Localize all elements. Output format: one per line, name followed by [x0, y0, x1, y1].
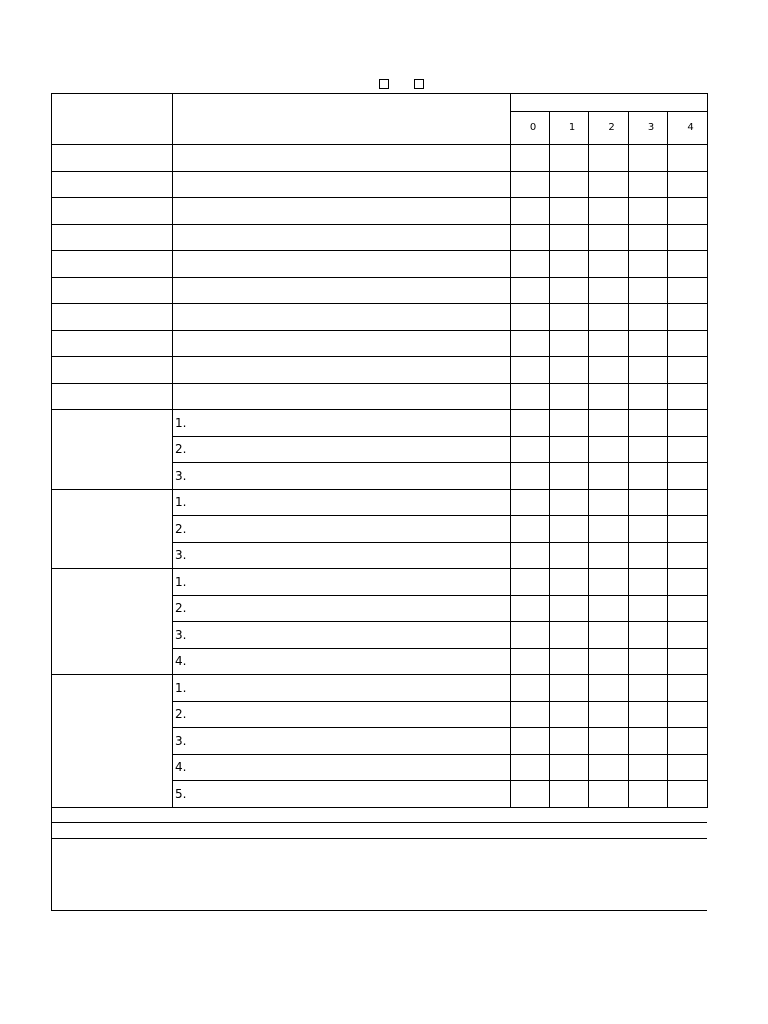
score-cell[interactable] — [589, 781, 629, 808]
row-description — [173, 304, 511, 331]
score-level-number: 1 — [568, 122, 576, 133]
score-cell[interactable] — [511, 277, 550, 304]
row-description — [173, 198, 511, 225]
score-cell[interactable] — [511, 304, 550, 331]
score-cell[interactable] — [550, 463, 589, 490]
score-cell[interactable] — [589, 675, 629, 702]
score-cell[interactable] — [511, 728, 550, 755]
group-item: 1. — [173, 569, 511, 596]
score-cell[interactable] — [511, 754, 550, 781]
table-row — [52, 410, 708, 437]
score-cell[interactable] — [550, 516, 589, 543]
score-cell[interactable] — [589, 304, 629, 331]
score-cell[interactable] — [511, 489, 550, 516]
row-category — [52, 330, 173, 357]
evaluation-table — [51, 93, 708, 808]
row-category — [52, 383, 173, 410]
table-row — [52, 304, 708, 331]
score-cell[interactable] — [629, 436, 668, 463]
score-cell[interactable] — [668, 410, 708, 437]
group-item: 5. — [173, 781, 511, 808]
group-item: 1. — [173, 489, 511, 516]
score-cell[interactable] — [589, 330, 629, 357]
score-cell[interactable] — [668, 436, 708, 463]
score-cell[interactable] — [550, 251, 589, 278]
group-item: 3. — [173, 542, 511, 569]
score-cell[interactable] — [589, 622, 629, 649]
score-cell[interactable] — [511, 357, 550, 384]
group-item: 1. — [173, 410, 511, 437]
score-cell[interactable] — [668, 516, 708, 543]
score-cell[interactable] — [550, 569, 589, 596]
score-cell[interactable] — [668, 489, 708, 516]
group-category — [52, 489, 173, 569]
table-row — [52, 277, 708, 304]
score-cell[interactable] — [629, 198, 668, 225]
group-item: 3. — [173, 728, 511, 755]
score-cell[interactable] — [589, 754, 629, 781]
group-item: 3. — [173, 622, 511, 649]
score-cell[interactable] — [511, 463, 550, 490]
row-description — [173, 145, 511, 172]
table-row — [52, 675, 708, 702]
score-cell[interactable] — [511, 648, 550, 675]
score-cell[interactable] — [668, 675, 708, 702]
score-cell[interactable] — [511, 675, 550, 702]
score-cell[interactable] — [668, 701, 708, 728]
row-description — [173, 251, 511, 278]
score-cell[interactable] — [629, 224, 668, 251]
score-cell[interactable] — [511, 171, 550, 198]
divider — [51, 822, 707, 823]
group-item: 4. — [173, 754, 511, 781]
score-cell[interactable] — [589, 701, 629, 728]
score-cell[interactable] — [589, 383, 629, 410]
row-category — [52, 304, 173, 331]
group-item: 3. — [173, 463, 511, 490]
score-cell[interactable] — [668, 648, 708, 675]
divider — [51, 838, 707, 839]
score-cell[interactable] — [511, 198, 550, 225]
score-cell[interactable] — [629, 595, 668, 622]
score-cell[interactable] — [589, 595, 629, 622]
score-level-number: 0 — [529, 122, 537, 133]
group-item: 4. — [173, 648, 511, 675]
score-cell[interactable] — [589, 516, 629, 543]
group-item: 2. — [173, 516, 511, 543]
score-cell[interactable] — [550, 701, 589, 728]
score-cell[interactable] — [589, 410, 629, 437]
checkbox-icon[interactable] — [379, 79, 389, 89]
table-row — [52, 224, 708, 251]
score-cell[interactable] — [668, 781, 708, 808]
score-cell[interactable] — [511, 622, 550, 649]
score-cell[interactable] — [629, 171, 668, 198]
score-cell[interactable] — [589, 463, 629, 490]
score-cell[interactable] — [668, 569, 708, 596]
score-cell[interactable] — [511, 330, 550, 357]
score-cell[interactable] — [629, 754, 668, 781]
score-cell[interactable] — [511, 251, 550, 278]
score-cell[interactable] — [589, 569, 629, 596]
header-category — [52, 94, 173, 145]
score-cell[interactable] — [589, 489, 629, 516]
row-description — [173, 383, 511, 410]
score-cell[interactable] — [668, 383, 708, 410]
score-cell[interactable] — [629, 516, 668, 543]
group-category — [52, 569, 173, 675]
score-cell[interactable] — [629, 383, 668, 410]
score-cell[interactable] — [589, 251, 629, 278]
score-cell[interactable] — [511, 781, 550, 808]
score-cell[interactable] — [629, 781, 668, 808]
group-item: 2. — [173, 701, 511, 728]
score-cell[interactable] — [629, 569, 668, 596]
score-cell[interactable] — [629, 410, 668, 437]
score-cell[interactable] — [629, 277, 668, 304]
score-cell[interactable] — [550, 675, 589, 702]
row-description — [173, 277, 511, 304]
score-cell[interactable] — [668, 595, 708, 622]
score-cell[interactable] — [550, 277, 589, 304]
score-cell[interactable] — [511, 145, 550, 172]
score-cell[interactable] — [550, 436, 589, 463]
score-cell[interactable] — [550, 357, 589, 384]
score-cell[interactable] — [550, 410, 589, 437]
header-score-group — [511, 94, 708, 112]
score-cell[interactable] — [550, 622, 589, 649]
table-row — [52, 330, 708, 357]
group-category — [52, 410, 173, 490]
score-cell[interactable] — [550, 489, 589, 516]
score-cell[interactable] — [550, 542, 589, 569]
score-cell[interactable] — [668, 728, 708, 755]
row-category — [52, 251, 173, 278]
score-cell[interactable] — [550, 728, 589, 755]
score-cell[interactable] — [589, 145, 629, 172]
score-cell[interactable] — [629, 357, 668, 384]
score-cell[interactable] — [629, 145, 668, 172]
table-row — [52, 171, 708, 198]
score-cell[interactable] — [629, 701, 668, 728]
score-cell[interactable] — [668, 304, 708, 331]
score-cell[interactable] — [629, 304, 668, 331]
score-cell[interactable] — [668, 357, 708, 384]
table-row — [52, 569, 708, 596]
score-cell[interactable] — [589, 648, 629, 675]
score-cell[interactable] — [511, 542, 550, 569]
row-category — [52, 198, 173, 225]
score-cell[interactable] — [589, 357, 629, 384]
row-category — [52, 145, 173, 172]
group-item: 2. — [173, 436, 511, 463]
score-cell[interactable] — [668, 277, 708, 304]
score-level-number: 3 — [647, 122, 655, 133]
score-cell[interactable] — [550, 145, 589, 172]
score-cell[interactable] — [550, 595, 589, 622]
score-cell[interactable] — [629, 728, 668, 755]
score-level-number: 2 — [608, 122, 615, 133]
score-level-header — [550, 112, 589, 145]
score-cell[interactable] — [668, 224, 708, 251]
score-cell[interactable] — [550, 224, 589, 251]
score-cell[interactable] — [511, 383, 550, 410]
header-content — [173, 94, 511, 145]
checkbox-icon[interactable] — [414, 79, 424, 89]
score-cell[interactable] — [668, 145, 708, 172]
score-cell[interactable] — [629, 463, 668, 490]
score-cell[interactable] — [629, 330, 668, 357]
score-cell[interactable] — [668, 754, 708, 781]
score-cell[interactable] — [550, 648, 589, 675]
option-1[interactable] — [375, 79, 390, 91]
form-left-border — [51, 805, 52, 911]
score-cell[interactable] — [629, 489, 668, 516]
score-cell[interactable] — [629, 622, 668, 649]
score-cell[interactable] — [550, 304, 589, 331]
score-cell[interactable] — [550, 754, 589, 781]
score-cell[interactable] — [629, 648, 668, 675]
score-level-header — [629, 112, 668, 145]
score-level-header — [589, 112, 629, 145]
group-item: 2. — [173, 595, 511, 622]
option-2[interactable] — [410, 79, 425, 91]
row-description — [173, 357, 511, 384]
score-cell[interactable] — [550, 198, 589, 225]
group-category — [52, 675, 173, 808]
score-cell[interactable] — [589, 277, 629, 304]
divider — [51, 910, 707, 911]
score-cell[interactable] — [589, 198, 629, 225]
score-cell[interactable] — [629, 251, 668, 278]
score-cell[interactable] — [511, 410, 550, 437]
table-row — [52, 489, 708, 516]
score-cell[interactable] — [511, 569, 550, 596]
score-cell[interactable] — [511, 224, 550, 251]
form-meta-row — [53, 79, 707, 93]
score-cell[interactable] — [511, 516, 550, 543]
table-row — [52, 198, 708, 225]
score-cell[interactable] — [589, 171, 629, 198]
score-cell[interactable] — [550, 781, 589, 808]
row-description — [173, 171, 511, 198]
score-cell[interactable] — [629, 675, 668, 702]
score-level-number: 4 — [687, 122, 694, 133]
score-level-header — [668, 112, 708, 145]
score-cell[interactable] — [511, 436, 550, 463]
score-level-header — [511, 112, 550, 145]
score-cell[interactable] — [550, 383, 589, 410]
table-row — [52, 251, 708, 278]
row-description — [173, 224, 511, 251]
row-category — [52, 171, 173, 198]
score-cell[interactable] — [589, 436, 629, 463]
score-cell[interactable] — [668, 330, 708, 357]
row-category — [52, 277, 173, 304]
score-cell[interactable] — [511, 701, 550, 728]
score-cell[interactable] — [550, 171, 589, 198]
score-cell[interactable] — [589, 728, 629, 755]
score-cell[interactable] — [629, 542, 668, 569]
row-category — [52, 357, 173, 384]
score-cell[interactable] — [668, 542, 708, 569]
table-row — [52, 383, 708, 410]
score-cell[interactable] — [589, 542, 629, 569]
score-cell[interactable] — [589, 224, 629, 251]
score-cell[interactable] — [668, 171, 708, 198]
group-item: 1. — [173, 675, 511, 702]
score-cell[interactable] — [668, 251, 708, 278]
score-cell[interactable] — [668, 622, 708, 649]
score-cell[interactable] — [668, 198, 708, 225]
row-description — [173, 330, 511, 357]
score-cell[interactable] — [668, 463, 708, 490]
table-row — [52, 357, 708, 384]
score-cell[interactable] — [550, 330, 589, 357]
table-row — [52, 145, 708, 172]
score-cell[interactable] — [511, 595, 550, 622]
row-category — [52, 224, 173, 251]
